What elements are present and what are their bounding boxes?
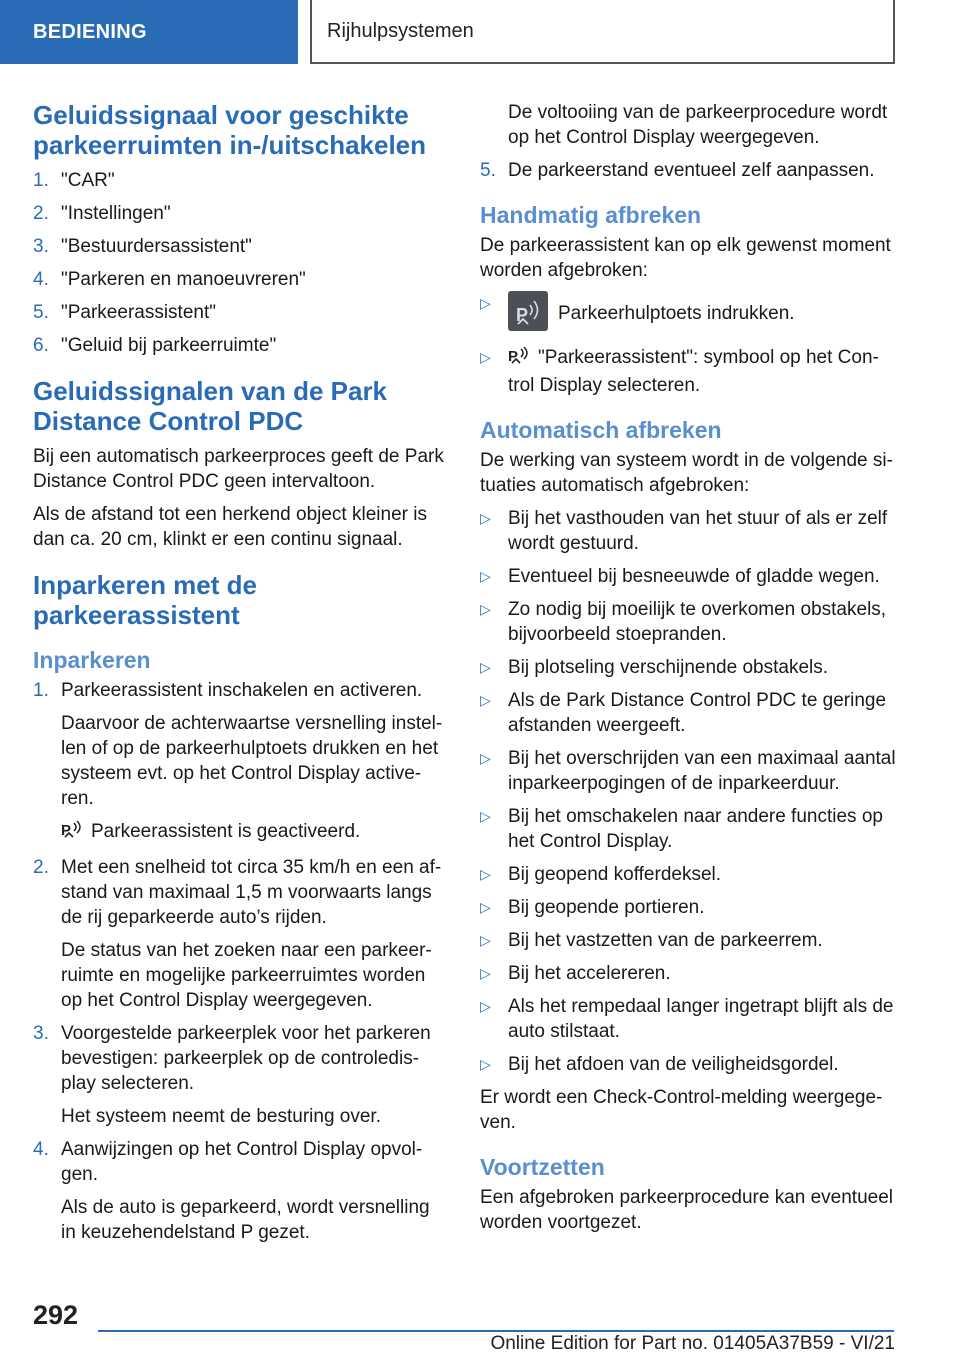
list-item — [480, 804, 898, 854]
step-number: 2. — [33, 857, 49, 878]
list-item — [480, 564, 898, 589]
list-item — [480, 597, 898, 647]
list-item — [33, 300, 447, 325]
paragraph: Er wordt een Check-Control-melding weergege-ven. — [480, 1087, 883, 1133]
bullet-icon: ▷ — [480, 1056, 491, 1072]
bullet-icon: ▷ — [480, 965, 491, 981]
list-item — [33, 1021, 447, 1129]
list-item — [480, 994, 898, 1044]
bullet-icon: ▷ — [480, 998, 491, 1014]
step-number: 4. — [33, 269, 49, 290]
bullet-text: Bij het accelereren. — [508, 963, 671, 984]
bullet-icon: ▷ — [480, 295, 491, 311]
footer-divider — [98, 1330, 894, 1332]
step-number: 3. — [33, 236, 49, 257]
edition-text: Online Edition for Part no. 01405A37B59 - VI/21 — [490, 1333, 895, 1354]
park-assist-icon — [508, 346, 530, 373]
bullet-text: Parkeerhulptoets indrukken. — [558, 303, 795, 324]
paragraph: Als de afstand tot een herkend object kleiner is dan ca. 20 cm, klinkt er een continu signaal. — [33, 504, 427, 550]
settings-steps — [33, 168, 447, 358]
bullet-text: Eventueel bij besneeuwde of gladde wegen. — [508, 566, 880, 587]
step-note: Als de auto is geparkeerd, wordt versnelling in keuzehendelstand P gezet. — [61, 1197, 430, 1243]
step-text: De parkeerstand eventueel zelf aanpassen. — [508, 160, 875, 181]
list-item — [480, 688, 898, 738]
bullet-icon: ▷ — [480, 899, 491, 915]
list-item — [33, 267, 447, 292]
step-note: Daarvoor de achterwaartse versnelling instel-len of op de parkeerhulptoets drukken en het systeem evt. op het Control Display active-ren. — [61, 713, 443, 809]
bullet-icon: ▷ — [480, 601, 491, 617]
svg-text:P: P — [61, 822, 72, 839]
list-item — [480, 928, 898, 953]
step-note: De voltooiing van de parkeerprocedure wordt op het Control Display weergegeven. — [508, 102, 888, 148]
step-text: "Instellingen" — [61, 203, 171, 224]
step-text: Aanwijzingen op het Control Display opvol-gen. — [61, 1139, 423, 1185]
step-note — [61, 819, 447, 847]
subheading-continue: Voortzetten — [480, 1154, 605, 1180]
bullet-icon: ▷ — [480, 866, 491, 882]
list-item — [33, 234, 447, 259]
paragraph: Bij een automatisch parkeerproces geeft de Park Distance Control PDC geen intervaltoon. — [33, 446, 444, 492]
svg-text:P: P — [508, 348, 519, 365]
list-item — [480, 862, 898, 887]
paragraph: De werking van systeem wordt in de volgende si-tuaties automatisch afgebroken: — [480, 450, 893, 496]
icon-caption: Parkeerassistent is geactiveerd. — [91, 821, 361, 842]
paragraph: Een afgebroken parkeerprocedure kan eventueel worden voortgezet. — [480, 1187, 894, 1233]
step-number: 1. — [33, 680, 49, 701]
list-item — [33, 168, 447, 193]
list-item — [480, 1052, 898, 1077]
bullet-icon: ▷ — [480, 750, 491, 766]
bullet-text: Bij geopend kofferdeksel. — [508, 864, 722, 885]
subheading-parking: Inparkeren — [33, 647, 151, 673]
bullet-text: Bij het omschakelen naar andere functies op het Control Display. — [508, 806, 883, 852]
list-item — [33, 1137, 447, 1245]
list-item — [33, 201, 447, 226]
step-number: 5. — [480, 160, 496, 181]
bullet-text: Als de Park Distance Control PDC te geringe afstanden weergeeft. — [508, 690, 887, 736]
right-column — [480, 100, 898, 1243]
step-text: Parkeerassistent inschakelen en activeren. — [61, 680, 423, 701]
list-item — [480, 655, 898, 680]
step-number: 4. — [33, 1139, 49, 1160]
page-header — [0, 0, 960, 66]
step-text: "CAR" — [61, 170, 115, 191]
list-item — [480, 100, 898, 150]
step-text: Met een snelheid tot circa 35 km/h en een af-stand van maximaal 1,5 m voorwaarts langs de rij geparkeerde auto’s rijden. — [61, 857, 442, 928]
step-text: "Bestuurdersassistent" — [61, 236, 252, 257]
subheading-auto-cancel: Automatisch afbreken — [480, 417, 722, 443]
step-note: Het systeem neemt de besturing over. — [61, 1106, 381, 1127]
bullet-text: Bij het vasthouden van het stuur of als er zelf wordt gestuurd. — [508, 508, 888, 554]
step-number: 6. — [33, 335, 49, 356]
list-item — [480, 961, 898, 986]
step-text: Voorgestelde parkeerplek voor het parkeren bevestigen: parkeerplek op de controledis-play selecteren. — [61, 1023, 431, 1094]
subheading-manual-cancel: Handmatig afbreken — [480, 202, 702, 228]
park-assist-icon — [61, 820, 83, 847]
heading-pdc-signals: Geluidssignalen van de Park Distance Control PDC — [33, 376, 388, 436]
bullet-text: Bij plotseling verschijnende obstakels. — [508, 657, 829, 678]
section-tab: BEDIENING — [0, 0, 298, 64]
list-item — [480, 158, 898, 183]
bullet-text: Als het rempedaal langer ingetrapt blijft als de auto stilstaat. — [508, 996, 894, 1042]
list-item — [480, 291, 898, 331]
list-item — [480, 895, 898, 920]
left-column — [33, 100, 447, 1253]
step-text: "Parkeren en manoeuvreren" — [61, 269, 306, 290]
bullet-icon: ▷ — [480, 808, 491, 824]
park-assist-button-icon — [508, 291, 548, 331]
step-note: De status van het zoeken naar een parkeer-ruimte en mogelijke parkeerruimtes worden op het Control Display weergegeven. — [61, 940, 432, 1011]
svg-text:P: P — [516, 305, 529, 325]
heading-parking-assistant: Inparkeren met de parkeerassistent — [33, 570, 257, 630]
list-item — [33, 333, 447, 358]
paragraph: De parkeerassistent kan op elk gewenst moment worden afgebroken: — [480, 235, 891, 281]
step-number: 1. — [33, 170, 49, 191]
list-item — [480, 345, 898, 398]
step-number: 5. — [33, 302, 49, 323]
step-text: "Geluid bij parkeerruimte" — [61, 335, 277, 356]
list-item — [33, 855, 447, 1013]
auto-cancel-list — [480, 506, 898, 1077]
bullet-text: Zo nodig bij moeilijk te overkomen obstakels, bijvoorbeeld stoepranden. — [508, 599, 887, 645]
bullet-text: Bij het vastzetten van de parkeerrem. — [508, 930, 823, 951]
bullet-text: "Parkeerassistent": symbool op het Con-trol Display selecteren. — [508, 347, 879, 396]
bullet-icon: ▷ — [480, 349, 491, 365]
bullet-text: Bij geopende portieren. — [508, 897, 705, 918]
list-item — [33, 678, 447, 847]
step-text: "Parkeerassistent" — [61, 302, 216, 323]
heading-sound-signal: Geluidssignaal voor geschikte parkeerruimten in-/uitschakelen — [33, 100, 427, 160]
step-number: 3. — [33, 1023, 49, 1044]
bullet-icon: ▷ — [480, 659, 491, 675]
bullet-icon: ▷ — [480, 692, 491, 708]
step-number: 2. — [33, 203, 49, 224]
list-item — [480, 506, 898, 556]
bullet-text: Bij het afdoen van de veiligheidsgordel. — [508, 1054, 839, 1075]
chapter-title: Rijhulpsystemen — [310, 0, 895, 64]
list-item — [480, 746, 898, 796]
page-number: 292 — [33, 1300, 79, 1330]
bullet-icon: ▷ — [480, 568, 491, 584]
bullet-text: Bij het overschrijden van een maximaal aantal inparkeerpogingen of de inparkeerduur. — [508, 748, 896, 794]
bullet-icon: ▷ — [480, 932, 491, 948]
bullet-icon: ▷ — [480, 510, 491, 526]
